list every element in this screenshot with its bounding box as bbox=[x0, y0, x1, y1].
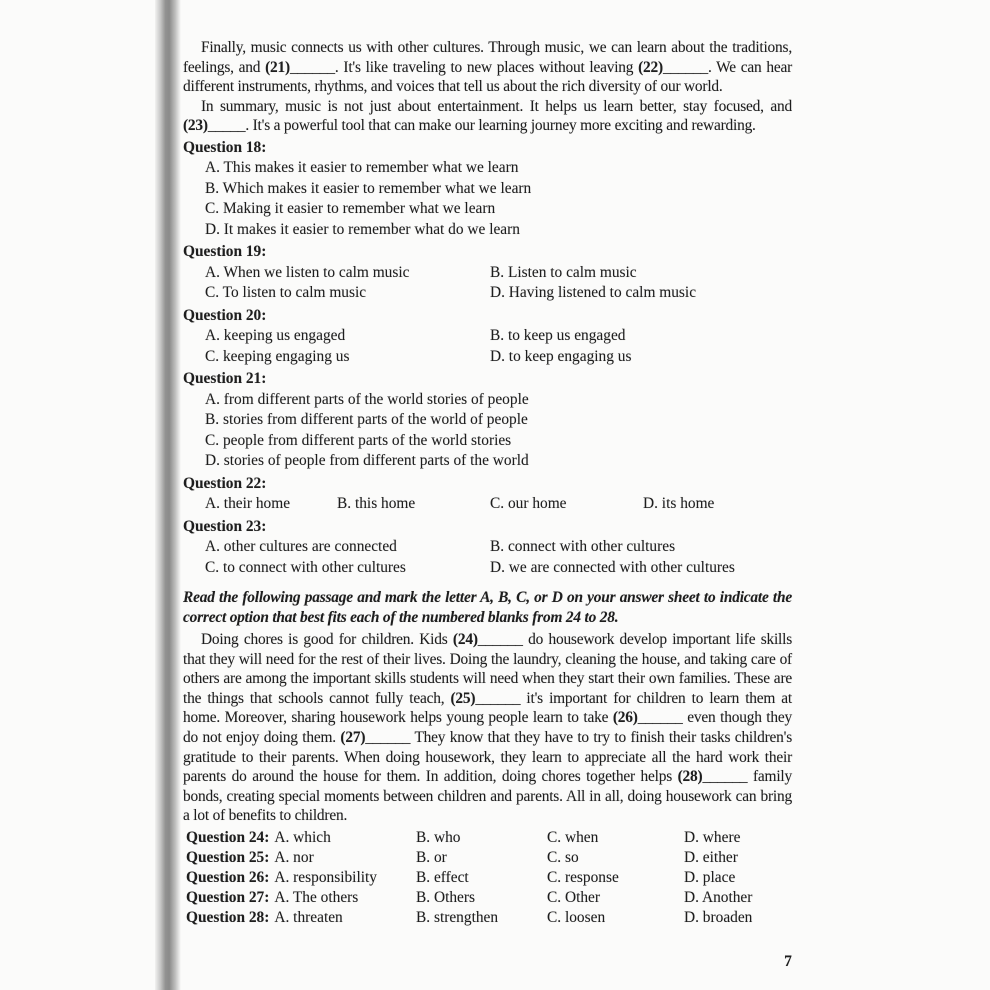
question-18-option-d: D. It makes it easier to remember what do we learn bbox=[205, 220, 520, 238]
question-23-option-b: B. connect with other cultures bbox=[490, 538, 676, 556]
question-20-options bbox=[205, 326, 792, 367]
question-23-option-a: A. other cultures are connected bbox=[205, 538, 397, 556]
question-25-option-a: A. nor bbox=[274, 849, 314, 866]
question-20-option-a: A. keeping us engaged bbox=[205, 327, 346, 345]
question-21-label: Question 21: bbox=[183, 370, 267, 388]
question-18 bbox=[183, 138, 792, 241]
question-22-options bbox=[205, 494, 792, 515]
question-24-option-a: A. which bbox=[274, 829, 331, 846]
music-passage-paragraph-2: In summary, music is not just about entertainment. It helps us learn better, stay focused, and (23)_____. It's a powerful tool that can make our learning journey more exciting and rewarding. bbox=[183, 97, 792, 135]
question-24-option-c: C. when bbox=[547, 829, 599, 846]
question-20-option-b: B. to keep us engaged bbox=[490, 327, 626, 345]
question-20-label: Question 20: bbox=[183, 306, 267, 324]
question-18-label: Question 18: bbox=[183, 138, 267, 156]
question-20 bbox=[183, 306, 792, 368]
question-28-option-d: D. broaden bbox=[684, 909, 753, 926]
question-23-option-c: C. to connect with other cultures bbox=[205, 558, 406, 576]
question-27-option-a: A. The others bbox=[274, 889, 359, 906]
question-25-option-c: C. so bbox=[547, 849, 579, 866]
question-28-option-a: A. threaten bbox=[274, 909, 343, 926]
question-26-label: Question 26: bbox=[186, 869, 270, 886]
question-19-label: Question 19: bbox=[183, 243, 267, 261]
question-24-cell-a bbox=[186, 828, 416, 848]
question-18-option-a: A. This makes it easier to remember what we learn bbox=[205, 159, 519, 177]
question-18-option-c: C. Making it easier to remember what we learn bbox=[205, 200, 496, 218]
question-22 bbox=[183, 474, 792, 515]
question-27-row bbox=[186, 888, 792, 908]
page-number: 7 bbox=[784, 953, 792, 970]
question-25-option-b: B. or bbox=[416, 849, 447, 866]
question-26-row bbox=[186, 868, 792, 888]
question-24-label: Question 24: bbox=[186, 829, 270, 846]
question-20-option-d: D. to keep engaging us bbox=[490, 347, 632, 365]
question-26-option-b: B. effect bbox=[416, 869, 469, 886]
question-21-options bbox=[205, 390, 792, 472]
question-27-option-d: D. Another bbox=[684, 889, 753, 906]
question-28-label: Question 28: bbox=[186, 909, 270, 926]
question-26-option-c: C. response bbox=[547, 869, 619, 886]
question-27-option-b: B. Others bbox=[416, 889, 475, 906]
question-21-option-a: A. from different parts of the world stories of people bbox=[205, 390, 529, 408]
question-22-option-d: D. its home bbox=[643, 495, 715, 513]
question-22-option-c: C. our home bbox=[490, 495, 567, 513]
question-27-cell-a bbox=[186, 888, 416, 908]
question-19-options bbox=[205, 263, 792, 304]
question-22-option-a: A. their home bbox=[205, 495, 291, 513]
exam-page bbox=[183, 38, 792, 928]
question-26-cell-a bbox=[186, 868, 416, 888]
question-23-label: Question 23: bbox=[183, 517, 267, 535]
question-28-cell-a bbox=[186, 908, 416, 928]
question-27-label: Question 27: bbox=[186, 889, 270, 906]
question-26-option-d: D. place bbox=[684, 869, 736, 886]
book-spine-shadow bbox=[155, 0, 181, 990]
question-19-option-b: B. Listen to calm music bbox=[490, 263, 637, 281]
question-21 bbox=[183, 369, 792, 472]
question-24-option-b: B. who bbox=[416, 829, 461, 846]
question-21-option-b: B. stories from different parts of the world of people bbox=[205, 411, 528, 429]
question-25-row bbox=[186, 848, 792, 868]
question-24-option-d: D. where bbox=[684, 829, 741, 846]
question-21-option-c: C. people from different parts of the world stories bbox=[205, 431, 512, 449]
question-24-row bbox=[186, 828, 792, 848]
question-28-option-b: B. strengthen bbox=[416, 909, 499, 926]
question-18-option-b: B. Which makes it easier to remember what we learn bbox=[205, 179, 532, 197]
question-28-row bbox=[186, 908, 792, 928]
questions-24-28 bbox=[186, 828, 792, 928]
question-23 bbox=[183, 517, 792, 579]
question-25-cell-a bbox=[186, 848, 416, 868]
question-20-option-c: C. keeping engaging us bbox=[205, 347, 350, 365]
question-19-option-a: A. When we listen to calm music bbox=[205, 263, 410, 281]
question-18-options bbox=[205, 158, 792, 240]
question-25-option-d: D. either bbox=[684, 849, 738, 866]
question-23-option-d: D. we are connected with other cultures bbox=[490, 558, 735, 576]
chores-passage-paragraph: Doing chores is good for children. Kids (24)______ do housework develop important life skills that they will need for the rest of their lives. Doing the laundry, cleaning the house, and taking care of others are among the important skills students will need when they start their own families. These are the things that schools cannot fully teach, (25)______ it's important for children to learn them at home. Moreover, sharing housework helps young people learn to take (26)______ even though they do not enjoy doing them. (27)______ They know that they have to try to finish their tasks children's gratitude to their parents. When doing housework, they learn to appreciate all the hard work their parents do around the house for them. In addition, doing chores together helps (28)______ family bonds, creating special moments between children and parents. All in all, doing housework can bring a lot of benefits to children. bbox=[183, 631, 792, 825]
question-26-option-a: A. responsibility bbox=[274, 869, 377, 886]
question-19-option-c: C. To listen to calm music bbox=[205, 284, 367, 302]
question-28-option-c: C. loosen bbox=[547, 909, 606, 926]
question-27-option-c: C. Other bbox=[547, 889, 601, 906]
question-22-label: Question 22: bbox=[183, 474, 267, 492]
question-19 bbox=[183, 242, 792, 304]
question-21-option-d: D. stories of people from different parts of the world bbox=[205, 452, 529, 470]
question-25-label: Question 25: bbox=[186, 849, 270, 866]
question-23-options bbox=[205, 537, 792, 578]
music-passage-paragraph-1: Finally, music connects us with other cultures. Through music, we can learn about the traditions, feelings, and (21)______. It's like traveling to new places without leaving (22)______. We can hear different instruments, rhythms, and voices that tell us about the rich diversity of our world. bbox=[183, 39, 793, 96]
question-19-option-d: D. Having listened to calm music bbox=[490, 284, 697, 302]
question-22-option-b: B. this home bbox=[337, 495, 416, 513]
section-instruction-24-28: Read the following passage and mark the letter A, B, C, or D on your answer sheet to indicate the correct option that best fits each of the numbered blanks from 24 to 28. bbox=[183, 589, 792, 627]
